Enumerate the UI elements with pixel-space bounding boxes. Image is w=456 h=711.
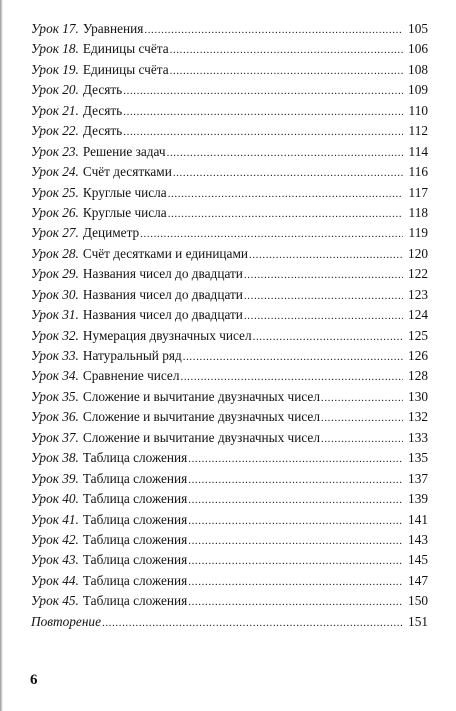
dot-leader <box>188 449 403 469</box>
toc-entry <box>31 530 428 550</box>
lesson-title: Названия чисел до двадцати <box>82 307 243 323</box>
page-ref: 118 <box>408 204 428 220</box>
toc-entry <box>31 162 428 182</box>
toc-entry <box>31 591 428 611</box>
lesson-title: Единицы счёта <box>82 61 169 77</box>
toc-entry <box>31 428 428 448</box>
toc-entry <box>31 305 428 325</box>
dot-leader <box>173 163 403 183</box>
lesson-title: Сложение и вычитание двузначных чисел <box>82 388 320 404</box>
page-ref: 117 <box>408 184 428 200</box>
toc-entry <box>31 510 428 530</box>
toc-entry <box>31 80 428 100</box>
dot-leader <box>180 367 403 387</box>
toc-entry <box>31 101 428 121</box>
lesson-title: Счёт десятками и единицами <box>82 245 248 261</box>
page-ref: 139 <box>408 491 428 507</box>
toc-entry <box>31 183 428 203</box>
page-ref: 143 <box>408 531 428 547</box>
dot-leader <box>188 490 403 510</box>
toc-entry <box>31 60 428 80</box>
page-ref: 126 <box>408 348 428 363</box>
toc-entry <box>31 571 428 591</box>
lesson-title: Таблица сложения <box>82 470 188 486</box>
dot-leader <box>188 511 403 531</box>
page-number: 6 <box>30 672 38 688</box>
dot-leader <box>244 306 403 326</box>
page-ref: 133 <box>408 429 428 445</box>
toc-entry <box>31 366 428 386</box>
page-ref: 109 <box>408 82 428 98</box>
dot-leader <box>144 20 403 40</box>
dot-leader <box>123 122 403 142</box>
toc-entry <box>31 121 428 141</box>
lesson-number: Урок 29. <box>31 266 79 282</box>
page-ref: 145 <box>408 552 428 568</box>
lesson-title: Таблица сложения <box>82 491 188 507</box>
dot-leader <box>188 592 403 612</box>
dot-leader <box>321 429 403 449</box>
page-ref: 128 <box>408 368 428 384</box>
lesson-title: Круглые числа <box>82 204 167 220</box>
lesson-title: Решение задач <box>82 143 166 159</box>
lesson-number: Урок 25. <box>31 184 79 200</box>
toc-entry <box>31 244 428 264</box>
page-ref: 114 <box>408 143 428 159</box>
lesson-number: Урок 34. <box>31 368 79 384</box>
lesson-number: Урок 43. <box>31 552 79 568</box>
lesson-title: Таблица сложения <box>82 593 188 609</box>
toc-entry <box>31 39 428 59</box>
toc-entry <box>31 550 428 570</box>
dot-leader <box>249 245 403 265</box>
page-ref: 125 <box>408 327 428 343</box>
lesson-number: Урок 27. <box>31 225 79 241</box>
page-ref: 147 <box>408 572 428 588</box>
dot-leader <box>244 265 403 285</box>
lesson-title: Уравнения <box>82 21 144 36</box>
dot-leader <box>188 551 403 571</box>
dot-leader <box>102 613 403 633</box>
toc-entry <box>31 469 428 489</box>
dot-leader <box>123 102 403 122</box>
page-ref: 150 <box>408 593 428 609</box>
lesson-title: Дециметр <box>82 225 140 241</box>
lesson-number: Урок 31. <box>31 307 79 323</box>
toc-entry <box>31 407 428 427</box>
lesson-title: Сложение и вычитание двузначных чисел <box>82 429 320 445</box>
lesson-number: Урок 26. <box>31 204 79 220</box>
lesson-title: Натуральный ряд <box>82 348 182 363</box>
lesson-number: Урок 30. <box>31 286 79 302</box>
table-of-contents <box>31 19 428 632</box>
lesson-number: Урок 37. <box>31 429 79 445</box>
lesson-number: Урок 23. <box>31 143 79 159</box>
page-ref: 137 <box>408 470 428 486</box>
page-ref: 130 <box>408 388 428 404</box>
toc-entry <box>31 387 428 407</box>
lesson-title: Таблица сложения <box>82 552 188 568</box>
section-title: Повторение <box>31 613 101 629</box>
dot-leader <box>140 224 403 244</box>
page-ref: 132 <box>408 409 428 425</box>
lesson-title: Десять <box>82 123 123 139</box>
dot-leader <box>123 81 403 101</box>
page-ref: 120 <box>408 245 428 261</box>
lesson-title: Сложение и вычитание двузначных чисел <box>82 409 320 425</box>
page-ref: 135 <box>408 450 428 466</box>
dot-leader <box>183 347 403 367</box>
toc-entry <box>31 142 428 162</box>
dot-leader <box>168 204 403 224</box>
lesson-number: Урок 41. <box>31 511 79 527</box>
page-ref: 106 <box>408 41 428 57</box>
toc-entry <box>31 264 428 284</box>
dot-leader <box>188 531 403 551</box>
page-ref: 110 <box>408 102 428 118</box>
dot-leader <box>321 388 403 408</box>
lesson-title: Единицы счёта <box>82 41 169 57</box>
lesson-number: Урок 36. <box>31 409 79 425</box>
lesson-number: Урок 22. <box>31 123 79 139</box>
dot-leader <box>168 184 403 204</box>
toc-entry <box>31 19 428 39</box>
page-ref: 116 <box>408 164 428 180</box>
toc-entry <box>31 346 428 366</box>
page-ref: 119 <box>408 225 428 241</box>
lesson-title: Десять <box>82 82 123 98</box>
lesson-number: Урок 33. <box>31 348 79 363</box>
lesson-number: Урок 38. <box>31 450 79 466</box>
lesson-title: Круглые числа <box>82 184 167 200</box>
page-ref: 124 <box>408 307 428 323</box>
lesson-number: Урок 21. <box>31 102 79 118</box>
page-ref: 112 <box>408 123 428 139</box>
lesson-title: Счёт десятками <box>82 164 172 180</box>
dot-leader <box>170 61 403 81</box>
dot-leader <box>167 143 403 163</box>
lesson-title: Таблица сложения <box>82 572 188 588</box>
lesson-title: Названия чисел до двадцати <box>82 266 243 282</box>
lesson-number: Урок 18. <box>31 41 79 57</box>
dot-leader <box>321 408 403 428</box>
lesson-number: Урок 28. <box>31 245 79 261</box>
lesson-title: Таблица сложения <box>82 511 188 527</box>
page-ref: 105 <box>408 21 428 36</box>
toc-entry <box>31 203 428 223</box>
dot-leader <box>244 286 403 306</box>
lesson-number: Урок 40. <box>31 491 79 507</box>
toc-entry <box>31 285 428 305</box>
page-ref: 123 <box>408 286 428 302</box>
toc-entry <box>31 448 428 468</box>
lesson-number: Урок 44. <box>31 572 79 588</box>
lesson-number: Урок 35. <box>31 388 79 404</box>
lesson-number: Урок 45. <box>31 593 79 609</box>
lesson-title: Десять <box>82 102 123 118</box>
lesson-number: Урок 42. <box>31 531 79 547</box>
lesson-title: Сравнение чисел <box>82 368 180 384</box>
lesson-number: Урок 19. <box>31 61 79 77</box>
dot-leader <box>253 327 403 347</box>
dot-leader <box>188 470 403 490</box>
dot-leader <box>170 40 403 60</box>
lesson-number: Урок 39. <box>31 470 79 486</box>
toc-entry <box>31 326 428 346</box>
toc-entry <box>31 223 428 243</box>
dot-leader <box>188 572 403 592</box>
lesson-title: Таблица сложения <box>82 531 188 547</box>
page-ref: 151 <box>408 613 428 629</box>
toc-entry <box>31 612 428 632</box>
lesson-title: Нумерация двузначных чисел <box>82 327 252 343</box>
lesson-number: Урок 20. <box>31 82 79 98</box>
page-ref: 141 <box>408 511 428 527</box>
lesson-number: Урок 32. <box>31 327 79 343</box>
page-ref: 108 <box>408 61 428 77</box>
lesson-title: Таблица сложения <box>82 450 188 466</box>
page-edge <box>0 0 3 711</box>
lesson-number: Урок 24. <box>31 164 79 180</box>
lesson-title: Названия чисел до двадцати <box>82 286 243 302</box>
page-ref: 122 <box>408 266 428 282</box>
toc-entry <box>31 489 428 509</box>
lesson-number: Урок 17. <box>31 21 79 36</box>
